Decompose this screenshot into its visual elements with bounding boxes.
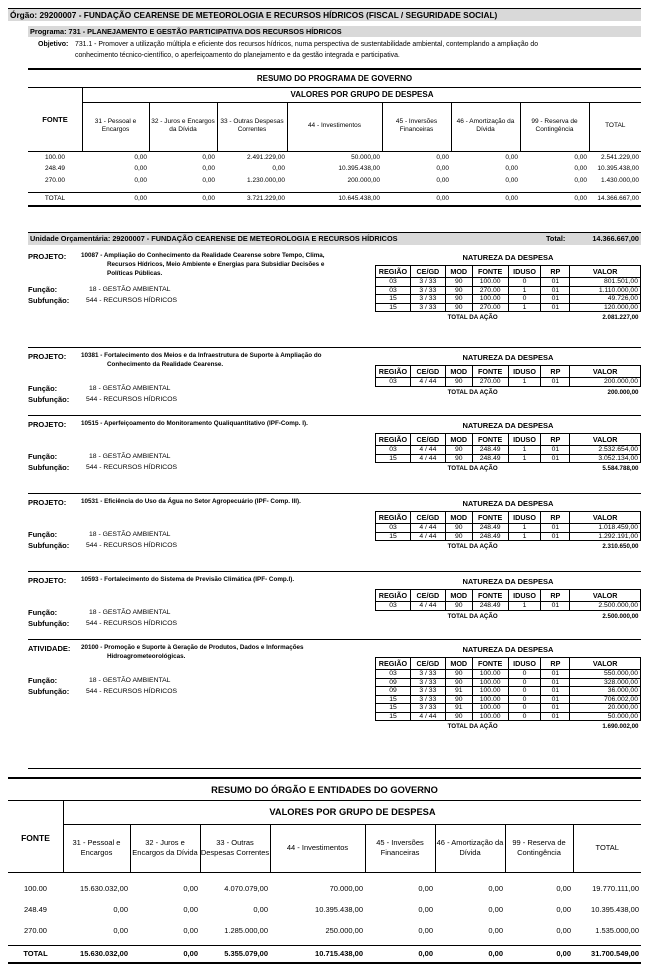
natureza-row: 03 3 / 33 90 100.00 0 01 801.501,00 bbox=[376, 278, 641, 287]
project-description-line: 10515 - Aperfeiçoamento do Monitoramento Qualiquantitativo (IPF-Comp. I). bbox=[81, 420, 308, 427]
natureza-row: 15 3 / 33 90 270.00 1 01 120.000,00 bbox=[376, 303, 641, 312]
col-header: 45 - Inversões Financeiras bbox=[382, 102, 451, 151]
section-divider bbox=[28, 347, 641, 348]
col-header: 44 - Investimentos bbox=[287, 102, 382, 151]
natureza-col-header: IDUSO bbox=[508, 266, 541, 278]
programa-header: Programa: 731 - PLANEJAMENTO E GESTÃO PARTICIPATIVA DOS RECURSOS HÍDRICOS bbox=[28, 26, 641, 37]
total-acao-label: TOTAL DA AÇÃO bbox=[447, 314, 498, 321]
natureza-table bbox=[375, 265, 641, 322]
natureza-col-header: VALOR bbox=[570, 512, 641, 524]
section-divider bbox=[28, 415, 641, 416]
objetivo-line-1: 731.1 - Promover a utilização múltipla e eficiente dos recursos hídricos, numa perspectiva de sustentabilidade ambiental, contemplando a ampliação do bbox=[75, 41, 539, 48]
natureza-col-header: VALOR bbox=[570, 590, 641, 602]
funcao-label: Função: bbox=[28, 676, 58, 685]
natureza-col-header: CE/GD bbox=[410, 266, 445, 278]
natureza-col-header: IDUSO bbox=[508, 512, 541, 524]
natureza-col-header: RP bbox=[541, 266, 570, 278]
col-header: 32 - Juros e Encargos da Dívida bbox=[149, 102, 217, 151]
project-description-line: 10593 - Fortalecimento do Sistema de Previsão Climática (IPF- Comp.I). bbox=[81, 576, 295, 583]
subfuncao-value: 544 - RECURSOS HÍDRICOS bbox=[86, 688, 178, 695]
natureza-col-header: CE/GD bbox=[410, 512, 445, 524]
total-acao-value: 5.584.788,00 bbox=[602, 465, 639, 472]
project-description-line: 10381 - Fortalecimento dos Meios e da Infraestrutura de Suporte à Ampliação do bbox=[81, 352, 322, 359]
natureza-title: NATUREZA DA DESPESA bbox=[462, 499, 554, 508]
natureza-row: 09 3 / 33 91 100.00 0 01 36.000,00 bbox=[376, 687, 641, 696]
natureza-table bbox=[375, 589, 641, 620]
col-header: 46 - Amortização da Dívida bbox=[435, 824, 505, 872]
section-divider bbox=[28, 571, 641, 572]
subfuncao-label: Subfunção: bbox=[28, 687, 70, 696]
col-header: 99 - Reserva de Contingência bbox=[520, 102, 589, 151]
total-acao-label: TOTAL DA AÇÃO bbox=[447, 388, 498, 396]
project-description-line: 10531 - Eficiência do Uso da Água no Setor Agropecuário (IPF- Comp. III). bbox=[81, 498, 301, 505]
project-type-label: PROJETO: bbox=[28, 576, 67, 585]
funcao-value: 18 - GESTÃO AMBIENTAL bbox=[89, 531, 171, 538]
natureza-row: 03 4 / 44 90 248.49 1 01 2.500.000,00 bbox=[376, 602, 641, 611]
resumo-programa-table bbox=[28, 102, 641, 207]
funcao-label: Função: bbox=[28, 384, 58, 393]
natureza-col-header: VALOR bbox=[570, 434, 641, 446]
natureza-col-header: CE/GD bbox=[410, 434, 445, 446]
natureza-col-header: MOD bbox=[445, 512, 472, 524]
natureza-col-header: REGIÃO bbox=[376, 266, 411, 278]
col-header: 33 - Outras Despesas Correntes bbox=[217, 102, 287, 151]
natureza-col-header: REGIÃO bbox=[376, 590, 411, 602]
unidade-total-label: Total: bbox=[546, 234, 566, 243]
table-row: 100.00 0,00 0,00 2.491.229,00 50.000,00 0,00 0,00 0,00 2.541.229,00 bbox=[45, 153, 639, 161]
funcao-value: 18 - GESTÃO AMBIENTAL bbox=[89, 609, 171, 616]
total-acao-label: TOTAL DA AÇÃO bbox=[447, 612, 498, 620]
orgao-header: Órgão: 29200007 - FUNDAÇÃO CEARENSE DE METEOROLOGIA E RECURSOS HÍDRICOS (FISCAL / SEGURIDADE SOCIAL) bbox=[8, 8, 641, 21]
resumo-orgao-title: RESUMO DO ÓRGÃO E ENTIDADES DO GOVERNO bbox=[8, 777, 641, 801]
section-divider bbox=[28, 493, 641, 494]
resumo-orgao-valores-title: VALORES POR GRUPO DE DESPESA bbox=[63, 800, 641, 825]
funcao-label: Função: bbox=[28, 530, 58, 539]
col-header: 33 - Outras Despesas Correntes bbox=[200, 824, 270, 872]
funcao-value: 18 - GESTÃO AMBIENTAL bbox=[89, 385, 171, 392]
total-acao-label: TOTAL DA AÇÃO bbox=[447, 543, 498, 550]
natureza-col-header: MOD bbox=[445, 590, 472, 602]
project-type-label: PROJETO: bbox=[28, 352, 67, 361]
funcao-label: Função: bbox=[28, 608, 58, 617]
col-header: TOTAL bbox=[573, 824, 641, 872]
natureza-col-header: MOD bbox=[445, 434, 472, 446]
total-acao-value: 200.000,00 bbox=[607, 388, 639, 396]
subfuncao-label: Subfunção: bbox=[28, 463, 70, 472]
project-type-label: PROJETO: bbox=[28, 498, 67, 507]
resumo-programa-fonte-header: FONTE bbox=[28, 87, 82, 151]
col-header: 45 - Inversões Financeiras bbox=[365, 824, 435, 872]
subfuncao-label: Subfunção: bbox=[28, 296, 70, 305]
natureza-row: 03 4 / 44 90 248.49 1 01 1.018.459,00 bbox=[376, 524, 641, 533]
natureza-col-header: FONTE bbox=[472, 512, 508, 524]
table-row: 100.00 15.630.032,00 0,00 4.070.079,00 70.000,00 0,00 0,00 0,00 19.770.111,00 bbox=[24, 883, 639, 893]
subfuncao-label: Subfunção: bbox=[28, 619, 70, 628]
resumo-programa bbox=[28, 68, 641, 212]
natureza-col-header: VALOR bbox=[570, 366, 641, 378]
natureza-row: 09 3 / 33 90 100.00 0 01 328.000,00 bbox=[376, 678, 641, 687]
natureza-col-header: FONTE bbox=[472, 434, 508, 446]
natureza-col-header: MOD bbox=[445, 658, 472, 670]
natureza-col-header: REGIÃO bbox=[376, 658, 411, 670]
natureza-col-header: IDUSO bbox=[508, 366, 541, 378]
funcao-label: Função: bbox=[28, 452, 58, 461]
subfuncao-label: Subfunção: bbox=[28, 395, 70, 404]
natureza-col-header: RP bbox=[541, 658, 570, 670]
natureza-col-header: REGIÃO bbox=[376, 512, 411, 524]
objetivo-line-2: conhecimento técnico-científico, o aperfeiçoamento do planejamento e da gestão integrada e participativa. bbox=[75, 52, 400, 59]
table-row: 270.00 0,00 0,00 1.230.000,00 200.000,00 0,00 0,00 0,00 1.430.000,00 bbox=[45, 176, 639, 184]
natureza-col-header: MOD bbox=[445, 266, 472, 278]
subfuncao-label: Subfunção: bbox=[28, 541, 70, 550]
natureza-col-header: FONTE bbox=[472, 658, 508, 670]
natureza-row: 03 3 / 33 90 270.00 1 01 1.110.000,00 bbox=[376, 286, 641, 295]
project-description-line: 10087 - Ampliação do Conhecimento da Realidade Cearense sobre Tempo, Clima, bbox=[81, 252, 325, 259]
col-header: 44 - Investimentos bbox=[270, 824, 365, 872]
natureza-row: 15 3 / 33 90 100.00 0 01 706.002,00 bbox=[376, 695, 641, 704]
natureza-col-header: VALOR bbox=[570, 266, 641, 278]
natureza-col-header: RP bbox=[541, 366, 570, 378]
total-acao-value: 2.310.650,00 bbox=[602, 543, 639, 550]
total-acao-label: TOTAL DA AÇÃO bbox=[447, 465, 498, 472]
project-type-label: ATIVIDADE: bbox=[28, 644, 71, 653]
total-acao-value: 2.500.000,00 bbox=[602, 612, 639, 620]
resumo-orgao-fonte-header: FONTE bbox=[8, 800, 63, 872]
subfuncao-value: 544 - RECURSOS HÍDRICOS bbox=[86, 542, 178, 549]
natureza-row: 15 4 / 44 90 248.49 1 01 3.052.134,00 bbox=[376, 454, 641, 463]
natureza-col-header: REGIÃO bbox=[376, 434, 411, 446]
project-description-line: 20100 - Promoção e Suporte à Geração de Produtos, Dados e Informações bbox=[81, 644, 304, 651]
natureza-table bbox=[375, 511, 641, 551]
unidade-header bbox=[28, 232, 641, 245]
natureza-col-header: CE/GD bbox=[410, 590, 445, 602]
unidade-total-value: 14.366.667,00 bbox=[592, 234, 639, 243]
natureza-title: NATUREZA DA DESPESA bbox=[462, 353, 554, 362]
natureza-row: 15 3 / 33 90 100.00 0 01 49.726,00 bbox=[376, 295, 641, 304]
funcao-value: 18 - GESTÃO AMBIENTAL bbox=[89, 453, 171, 460]
natureza-row: 03 4 / 44 90 248.49 1 01 2.532.654,00 bbox=[376, 446, 641, 455]
table-row: 248.49 0,00 0,00 0,00 10.395.438,00 0,00 0,00 0,00 10.395.438,00 bbox=[24, 904, 639, 914]
resumo-programa-valores-title: VALORES POR GRUPO DE DESPESA bbox=[82, 87, 641, 103]
natureza-title: NATUREZA DA DESPESA bbox=[462, 577, 554, 586]
natureza-col-header: FONTE bbox=[472, 590, 508, 602]
natureza-col-header: RP bbox=[541, 434, 570, 446]
natureza-col-header: RP bbox=[541, 590, 570, 602]
table-total-row: TOTAL 15.630.032,00 0,00 5.355.079,00 10.715.438,00 0,00 0,00 0,00 31.700.549,00 bbox=[8, 945, 641, 963]
resumo-orgao bbox=[8, 777, 641, 959]
subfuncao-value: 544 - RECURSOS HÍDRICOS bbox=[86, 620, 178, 627]
col-header: 31 - Pessoal e Encargos bbox=[63, 824, 130, 872]
natureza-table bbox=[375, 657, 641, 731]
project-type-label: PROJETO: bbox=[28, 252, 67, 261]
total-acao-label: TOTAL DA AÇÃO bbox=[447, 723, 498, 730]
col-header: TOTAL bbox=[589, 102, 641, 151]
project-description-line: Recursos Hídricos, Meio Ambiente e Energias para Subsidiar Decisões e bbox=[107, 261, 325, 268]
resumo-orgao-table bbox=[8, 824, 641, 964]
natureza-col-header: IDUSO bbox=[508, 590, 541, 602]
natureza-col-header: VALOR bbox=[570, 658, 641, 670]
resumo-programa-title: RESUMO DO PROGRAMA DE GOVERNO bbox=[28, 68, 641, 88]
col-header: 99 - Reserva de Contingência bbox=[505, 824, 573, 872]
objetivo-label: Objetivo: bbox=[38, 41, 69, 48]
total-acao-value: 1.690.002,00 bbox=[602, 723, 639, 730]
natureza-table bbox=[375, 365, 641, 396]
section-divider bbox=[28, 768, 641, 769]
natureza-table bbox=[375, 433, 641, 473]
natureza-col-header: CE/GD bbox=[410, 658, 445, 670]
table-row: 248.49 0,00 0,00 0,00 10.395.438,00 0,00 0,00 0,00 10.395.438,00 bbox=[45, 164, 639, 172]
natureza-row: 03 3 / 33 90 100.00 0 01 550.000,00 bbox=[376, 670, 641, 679]
natureza-title: NATUREZA DA DESPESA bbox=[462, 645, 554, 654]
subfuncao-value: 544 - RECURSOS HÍDRICOS bbox=[86, 297, 178, 304]
natureza-row: 15 4 / 44 90 100.00 0 01 50.000,00 bbox=[376, 712, 641, 721]
project-type-label: PROJETO: bbox=[28, 420, 67, 429]
natureza-col-header: IDUSO bbox=[508, 658, 541, 670]
natureza-col-header: IDUSO bbox=[508, 434, 541, 446]
table-row: 270.00 0,00 0,00 1.285.000,00 250.000,00 0,00 0,00 0,00 1.535.000,00 bbox=[24, 925, 639, 935]
natureza-title: NATUREZA DA DESPESA bbox=[462, 421, 554, 430]
col-header: 46 - Amortização da Dívida bbox=[451, 102, 520, 151]
col-header: 31 - Pessoal e Encargos bbox=[82, 102, 149, 151]
section-divider bbox=[28, 639, 641, 640]
natureza-row: 15 4 / 44 90 248.49 1 01 1.292.191,00 bbox=[376, 532, 641, 541]
natureza-row: 15 3 / 33 91 100.00 0 01 20.000,00 bbox=[376, 704, 641, 713]
natureza-col-header: FONTE bbox=[472, 366, 508, 378]
unidade-title: Unidade Orçamentária: 29200007 - FUNDAÇÃO CEARENSE DE METEOROLOGIA E RECURSOS HÍDRICOS bbox=[30, 234, 398, 243]
natureza-col-header: CE/GD bbox=[410, 366, 445, 378]
project-description-line: Políticas Públicas. bbox=[107, 270, 163, 277]
natureza-row: 03 4 / 44 90 270.00 1 01 200.000,00 bbox=[376, 378, 641, 387]
natureza-col-header: MOD bbox=[445, 366, 472, 378]
natureza-title: NATUREZA DA DESPESA bbox=[462, 253, 554, 262]
project-description-line: Conhecimento da Realidade Cearense. bbox=[107, 361, 224, 368]
subfuncao-value: 544 - RECURSOS HÍDRICOS bbox=[86, 396, 178, 403]
funcao-value: 18 - GESTÃO AMBIENTAL bbox=[89, 286, 171, 293]
funcao-value: 18 - GESTÃO AMBIENTAL bbox=[89, 677, 171, 684]
natureza-col-header: FONTE bbox=[472, 266, 508, 278]
natureza-col-header: REGIÃO bbox=[376, 366, 411, 378]
subfuncao-value: 544 - RECURSOS HÍDRICOS bbox=[86, 464, 178, 471]
table-total-row: TOTAL 0,00 0,00 3.721.229,00 10.645.438,00 0,00 0,00 0,00 14.366.667,00 bbox=[28, 192, 641, 206]
natureza-col-header: RP bbox=[541, 512, 570, 524]
project-description-line: Hidroagrometeorológicas. bbox=[107, 653, 186, 660]
col-header: 32 - Juros e Encargos da Dívida bbox=[130, 824, 200, 872]
funcao-label: Função: bbox=[28, 285, 58, 294]
total-acao-value: 2.081.227,00 bbox=[602, 314, 639, 321]
